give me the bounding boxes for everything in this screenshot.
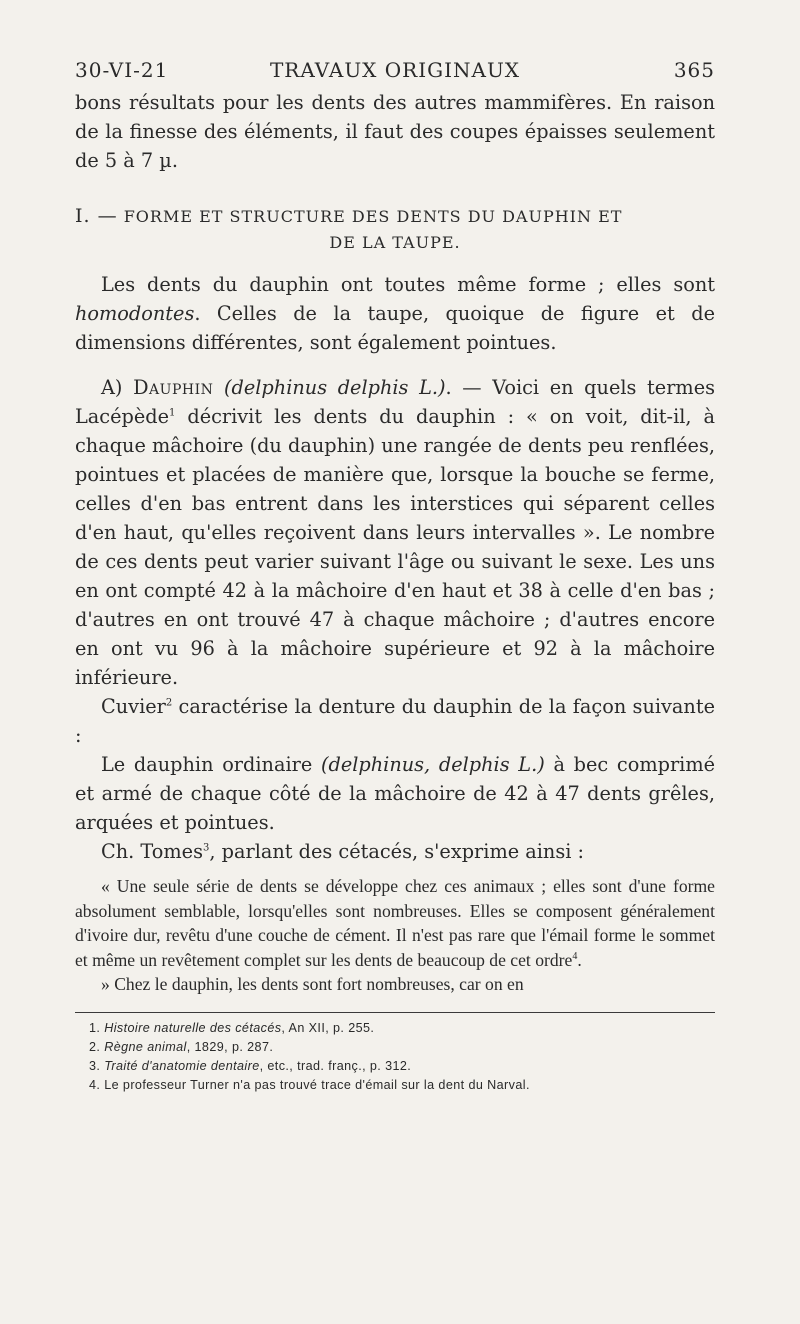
section-title-line1: FORME ET STRUCTURE DES DENTS DU DAUPHIN ET bbox=[123, 207, 623, 226]
section-number: I. — bbox=[75, 205, 118, 227]
text-run: à bec comprimé et armé de chaque côté de la mâchoire de 42 à 47 dents grêles, arquées et pointues. bbox=[75, 753, 716, 834]
footnote-3: 3. Traité d'anatomie dentaire, etc., trad. franç., p. 312. bbox=[89, 1058, 412, 1073]
text-run: Les dents du dauphin ont toutes même forme ; elles sont bbox=[101, 273, 715, 296]
section-title-line2: DE LA TAUPE. bbox=[329, 233, 461, 252]
subsection-label: A) bbox=[101, 376, 134, 399]
footnote-1: 1. Histoire naturelle des cétacés, An XII, p. 255. bbox=[89, 1020, 375, 1035]
issue-date: 30-VI-21 bbox=[75, 58, 169, 82]
text-run: . Celles de la taupe, quoique de figure et de dimensions différentes, sont également pointues. bbox=[75, 302, 715, 354]
footnote-ref-1: 1 bbox=[169, 407, 176, 419]
latin-name: (delphinus delphis L.) bbox=[213, 376, 446, 399]
footnote-2: 2. Règne animal, 1829, p. 287. bbox=[89, 1039, 274, 1054]
text-run: Le dauphin ordinaire bbox=[101, 753, 321, 776]
footnote-ref-3: 3 bbox=[203, 842, 210, 854]
text-run: . bbox=[577, 949, 582, 970]
page-header bbox=[75, 48, 715, 88]
quotation-paragraph-2: » Chez le dauphin, les dents sont fort nombreuses, car on en bbox=[101, 974, 524, 994]
footnote-ref-4: 4 bbox=[572, 950, 578, 962]
page-number: 365 bbox=[673, 58, 715, 82]
paragraph-cuvier bbox=[75, 692, 715, 750]
section-heading bbox=[75, 203, 715, 256]
text-run: , parlant des cétacés, s'exprime ainsi : bbox=[209, 840, 585, 863]
footnote-ref-2: 2 bbox=[165, 697, 173, 709]
paragraph-forms bbox=[75, 270, 715, 357]
running-title: TRAVAUX ORIGINAUX bbox=[269, 58, 521, 82]
footnote-4: 4. Le professeur Turner n'a pas trouvé trace d'émail sur la dent du Narval. bbox=[89, 1077, 530, 1092]
text-run: . — Voici en quels termes Lacépède bbox=[75, 376, 716, 428]
text-run: caractérise la denture du dauphin de la façon suivante : bbox=[75, 695, 715, 747]
latin-name: (delphinus, delphis L.) bbox=[320, 753, 545, 776]
subsection-name: Dauphin bbox=[133, 376, 214, 399]
paragraph-tomes bbox=[75, 837, 715, 866]
term-homodontes: homodontes bbox=[75, 302, 195, 325]
paragraph-dauphin bbox=[75, 373, 715, 692]
text-run: décrivit les dents du dauphin : « on voit, dit-il, à chaque mâchoire (du dauphin) une rangée de dents peu renflées, pointues et placées de manière que, lorsque la bouche se ferme, celles d'en bas entrent dans les interstices qui séparent celles d'en haut, qu'elles reçoivent dans leurs intervalles ». Le nombre de ces dents peut varier suivant l'âge ou suivant le sexe. Les uns en ont compté 42 à la mâchoire d'en haut et 38 à celle d'en bas ; d'autres en ont trouvé 47 à chaque mâchoire ; d'autres encore en ont vu 96 à la mâchoire supérieure et 92 à la mâchoire inférieure. bbox=[75, 405, 715, 689]
text-run: Cuvier bbox=[101, 695, 166, 718]
paragraph-dauphin-ordinaire bbox=[75, 750, 715, 837]
intro-paragraph: bons résultats pour les dents des autres mammifères. En raison de la finesse des éléments, il faut des coupes épaisses seulement de 5 à 7 µ. bbox=[75, 91, 715, 172]
text-run: « Une seule série de dents se développe chez ces animaux ; elles sont d'une forme absolument semblable, lorsqu'elles sont nombreuses. Elles se composent généralement d'ivoire dur, revêtu d'une couche de cément. Il n'est pas rare que l'émail forme le sommet et même un revêtement complet sur les dents de beaucoup de cet ordre bbox=[75, 876, 715, 970]
footnotes bbox=[75, 1019, 715, 1095]
text-run: Ch. Tomes bbox=[101, 840, 203, 863]
document-page bbox=[75, 48, 715, 1095]
footnote-divider bbox=[75, 1012, 715, 1013]
quotation-paragraph-1 bbox=[75, 874, 715, 972]
